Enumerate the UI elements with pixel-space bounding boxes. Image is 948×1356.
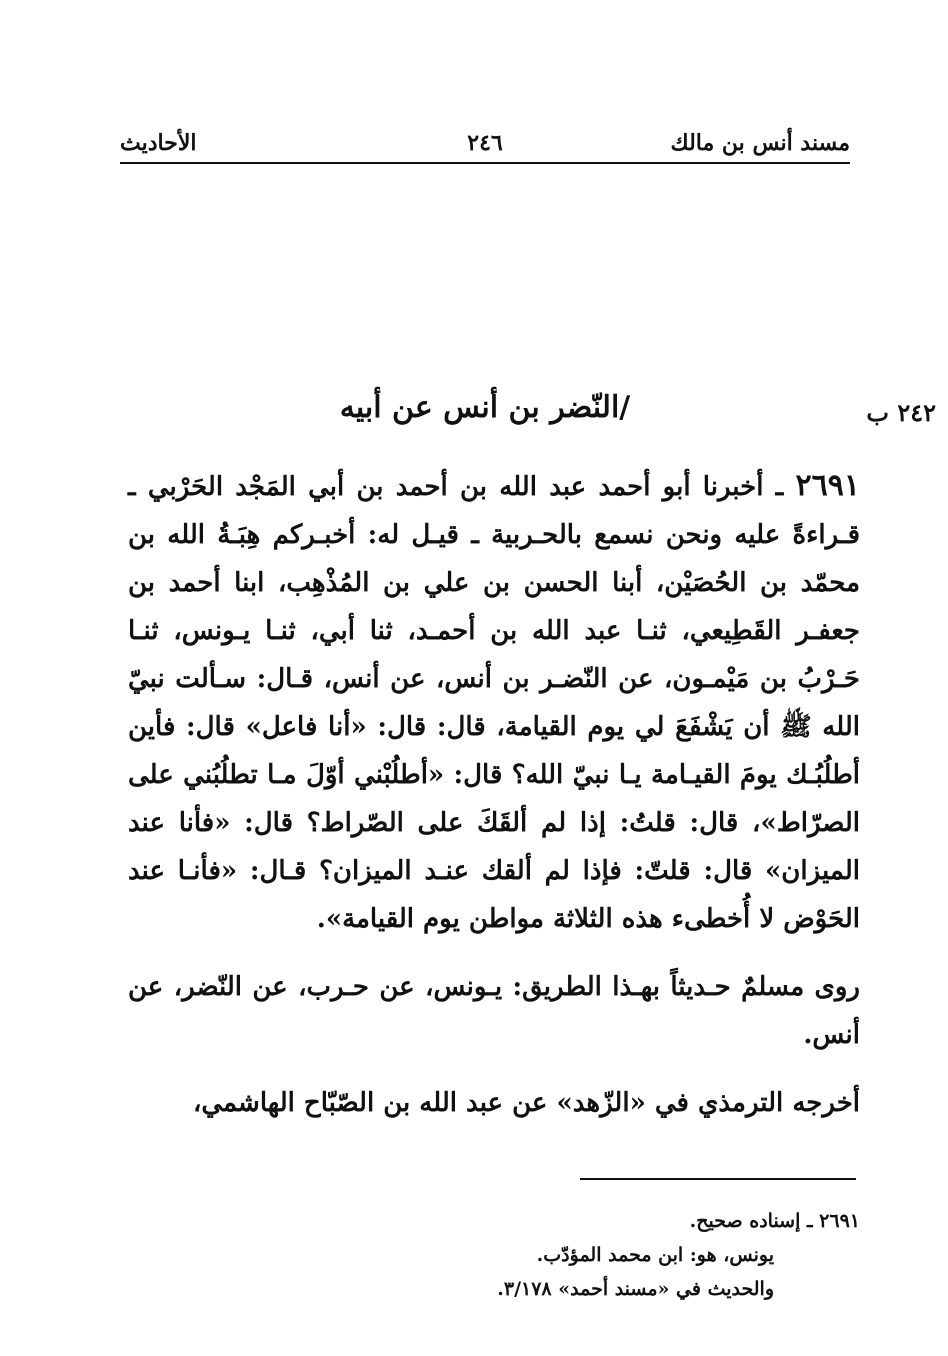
- header-book-title: مسند أنس بن مالك: [670, 130, 850, 156]
- takhrij-note: أخرجه الترمذي في «الزّهد» عن عبد الله بن الصّبّاح الهاشمي،: [192, 1088, 860, 1118]
- footnotes: [400, 1204, 860, 1306]
- page-header: [120, 126, 850, 166]
- header-section-name: الأحاديث: [120, 130, 197, 156]
- footnote-rule: [580, 1178, 856, 1180]
- section-title: /النّضر بن أنس عن أبيه: [339, 390, 631, 425]
- header-rule: [120, 162, 850, 164]
- footnote-line: والحديث في «مسند أحمد» ٣/١٧٨.: [497, 1278, 774, 1300]
- margin-manuscript-folio: ٢٤٢ ب: [866, 398, 936, 427]
- footnote-line: ٢٦٩١ ـ إسناده صحيح.: [689, 1210, 860, 1232]
- hadith-text: ـ أخبرنا أبو أحمد عبد الله بن أحمد بن أبي المَجْد الحَرْبي ـ قـراءةً عليه ونحن نسمع بالحـربية ـ قيـل له: أخبـركم هِبَـةُ الله بن محمّد بن الحُصَيْن، أبنا الحسن بن علي بن المُذْهِب، ابنا أحمد بن جعفـر القَطِيعي، ثنـا عبد الله بن أحمـد، ثنا أبي، ثنـا يـونس، ثنـا حَـرْبُ بن مَيْمـون، عن النّضـر بن أنس، عن أنس، قـال: سـألت نبيّ الله ﷺ أن يَشْفَعَ لي يوم القيامة، قال: قال: «أنا فاعل» قال: فأين أطلُبُـك يومَ القيـامة يـا نبيّ الله؟ قال: «أطلُبْني أوّلَ مـا تطلُبُني على الصرّاط»، قال: قلتُ: إذا لم ألقَكَ على الصّراط؟ قال: «فأنا عند الميزان» قال: قلتّ: فإذا لم ألقك عنـد الميزان؟ قـال: «فأنـا عند الحَوْض لا أُخطىء هذه الثلاثة مواطن يوم القيامة».: [128, 472, 860, 934]
- narration-note: روى مسلمٌ حـديثاً بهـذا الطريق: يـونس، عن حـرب، عن النّضر، عن أنس.: [128, 972, 860, 1050]
- hadith-number: ٢٦٩١: [795, 468, 860, 503]
- hadith-paragraph: [128, 462, 860, 943]
- header-page-number: ٢٤٦: [467, 130, 503, 156]
- main-text: [128, 462, 860, 1147]
- footnote-line: يونس، هو: ابن محمد المؤدّب.: [536, 1244, 774, 1266]
